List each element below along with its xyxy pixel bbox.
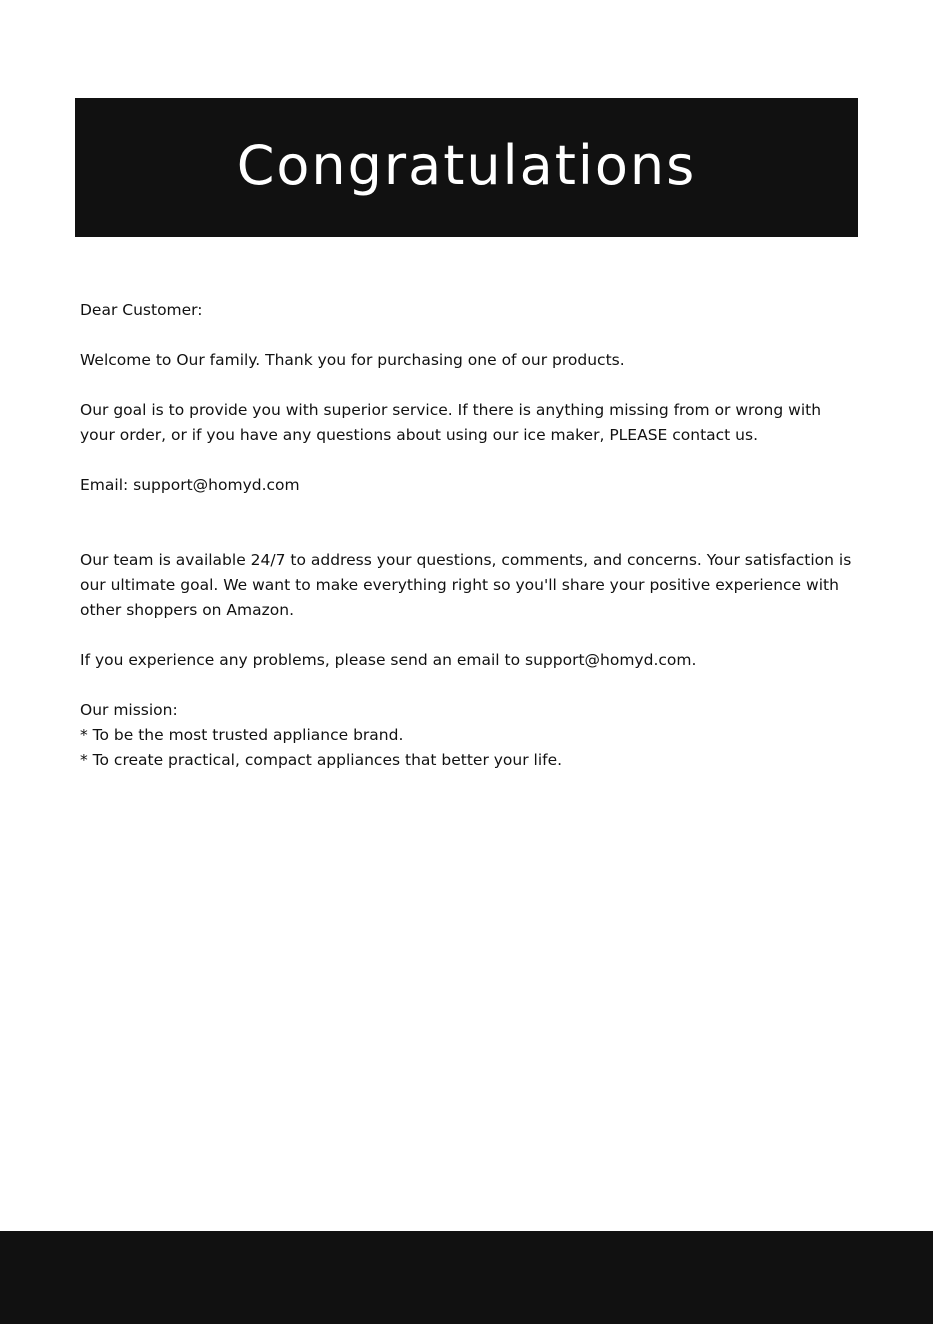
page-title: Congratulations — [236, 133, 697, 197]
title-banner — [75, 98, 858, 237]
mission-item: * To be the most trusted appliance brand. — [80, 726, 404, 744]
mission-list — [80, 723, 860, 773]
mission-item: * To create practical, compact appliances that better your life. — [80, 751, 563, 769]
mission-section — [80, 698, 860, 773]
email-line: Email: support@homyd.com — [80, 476, 300, 494]
mission-heading: Our mission: — [80, 701, 178, 719]
spacer — [80, 523, 860, 548]
welcome-paragraph: Welcome to Our family. Thank you for purchasing one of our products. — [80, 351, 625, 369]
problems-paragraph: If you experience any problems, please send an email to support@homyd.com. — [80, 651, 697, 669]
team-paragraph: Our team is available 24/7 to address your questions, comments, and concerns. Your satisfaction is our ultimate goal. We want to make everything right so you'll share your positive experience with other shoppers on Amazon. — [80, 551, 852, 619]
letter-body — [80, 298, 860, 773]
goal-paragraph: Our goal is to provide you with superior service. If there is anything missing from or wrong with your order, or if you have any questions about using our ice maker, PLEASE contact us. — [80, 401, 822, 444]
greeting: Dear Customer: — [80, 301, 203, 319]
footer-bar — [0, 1231, 933, 1324]
